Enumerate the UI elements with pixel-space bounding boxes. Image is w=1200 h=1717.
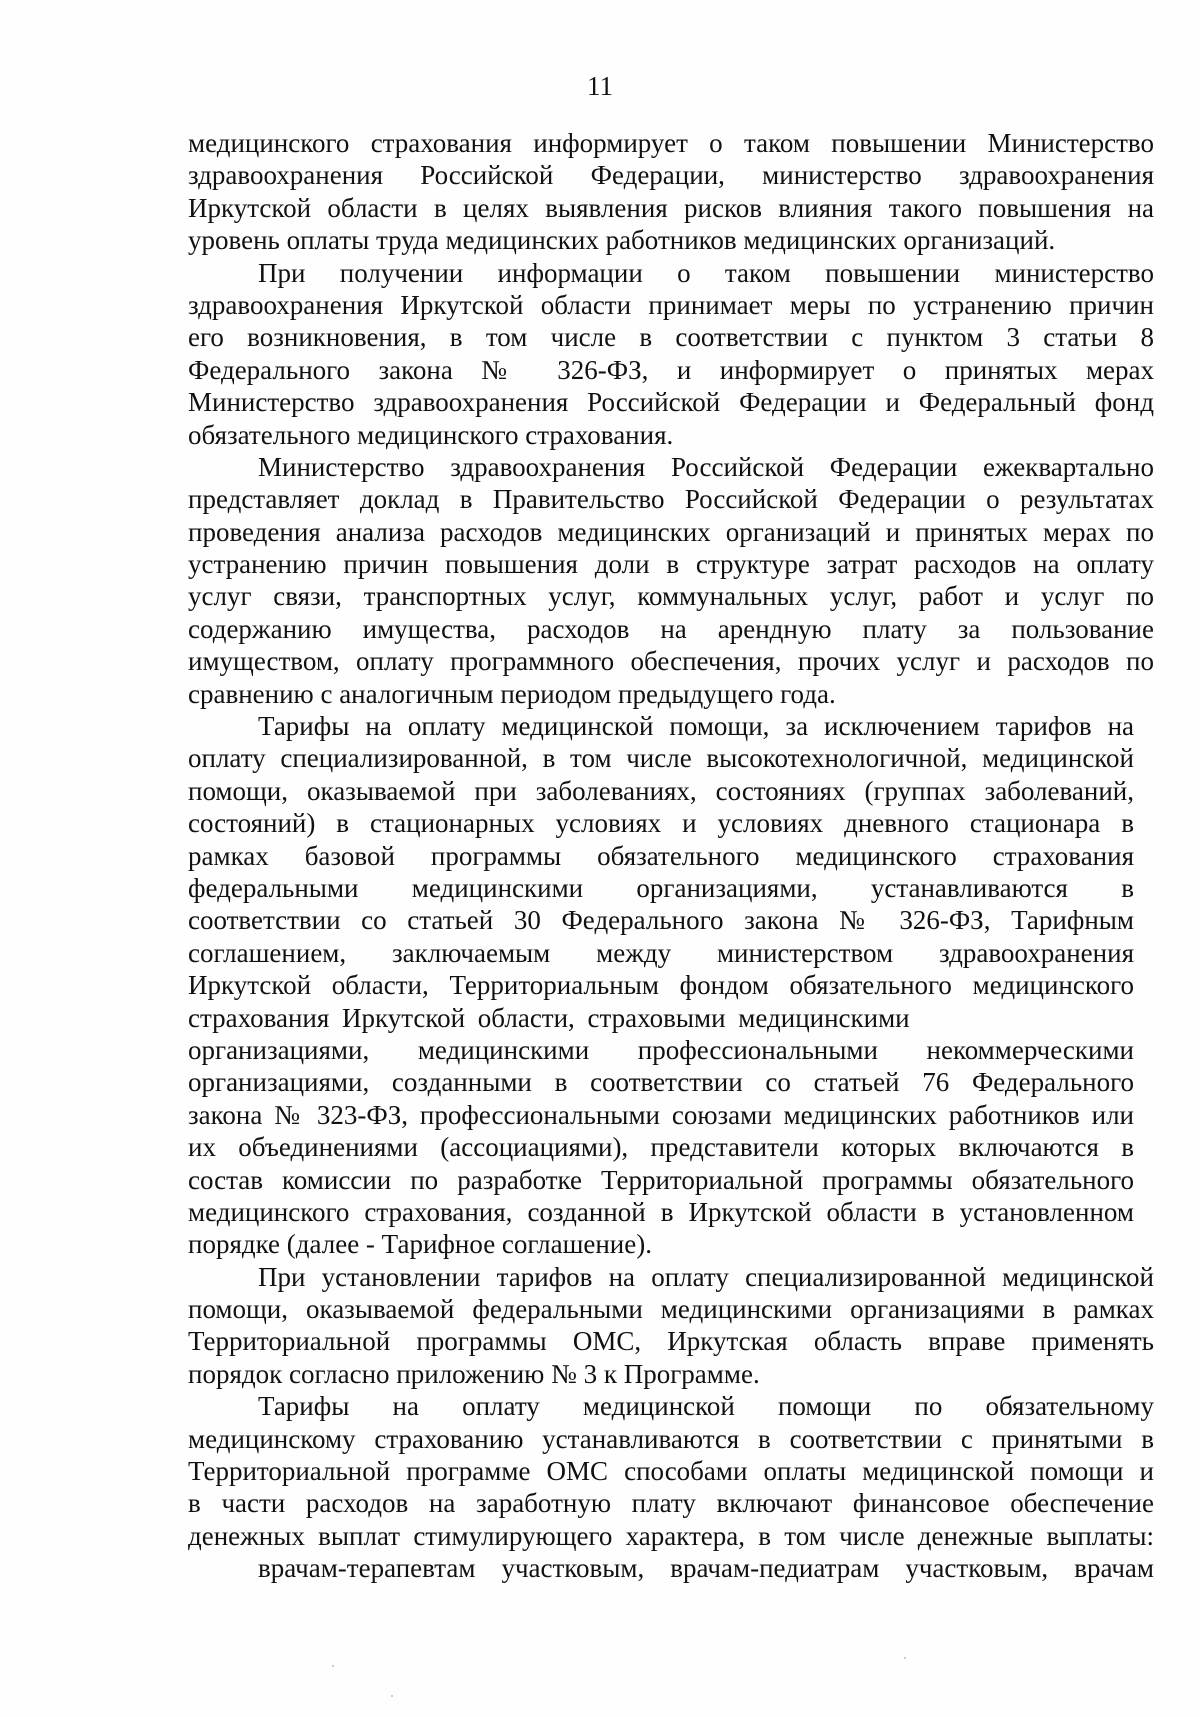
page-number: 11: [587, 71, 613, 101]
text-line: При получении информации о таком повышении министерство: [258, 257, 1154, 288]
text-line: Тарифы на оплату медицинской помощи, за исключением тарифов на: [258, 711, 1134, 742]
text-line: уровень оплаты труда медицинских работников медицинских организаций.: [188, 225, 1056, 256]
text-line: здравоохранения Российской Федерации, министерство здравоохранения: [188, 160, 1154, 191]
text-line: врачам-терапевтам участковым, врачам-педиатрам участковым, врачам: [258, 1553, 1154, 1584]
text-line: Территориальной программе ОМС способами оплаты медицинской помощи и: [188, 1456, 1154, 1487]
text-line: При установлении тарифов на оплату специализированной медицинской: [258, 1261, 1154, 1292]
text-line: помощи, оказываемой федеральными медицинскими организациями в рамках: [188, 1294, 1154, 1325]
text-line: содержанию имущества, расходов на арендную плату за пользование: [188, 613, 1154, 644]
text-line: состояний) в стационарных условиях и условиях дневного стационара в: [188, 808, 1134, 839]
text-line: порядке (далее - Тарифное соглашение).: [188, 1229, 652, 1260]
text-line: организациями, созданными в соответствии со статьей 76 Федерального: [188, 1067, 1134, 1098]
text-line: закона № 323-ФЗ, профессиональными союзами медицинских работников или: [188, 1099, 1134, 1130]
scan-speck: [391, 1695, 393, 1697]
text-line: здравоохранения Иркутской области принимает меры по устранению причин: [188, 289, 1154, 320]
text-line: их объединениями (ассоциациями), представители которых включаются в: [188, 1132, 1134, 1163]
text-line: организациями, медицинскими профессиональными некоммерческими: [188, 1034, 1134, 1065]
text-line: обязательного медицинского страхования.: [188, 419, 674, 450]
document-body: [188, 127, 1154, 1585]
text-line: Иркутской области, Территориальным фондом обязательного медицинского: [188, 970, 1134, 1001]
text-line: Иркутской области в целях выявления рисков влияния такого повышения на: [188, 192, 1154, 223]
text-line: медицинского страхования, созданной в Иркутской области в установленном: [188, 1196, 1134, 1227]
text-line: услуг связи, транспортных услуг, коммунальных услуг, работ и услуг по: [188, 581, 1154, 612]
text-line: его возникновения, в том числе в соответствии с пунктом 3 статьи 8: [188, 322, 1154, 353]
text-line: соответствии со статьей 30 Федерального закона № 326-ФЗ, Тарифным: [188, 905, 1134, 936]
text-line: Федерального закона № 326-ФЗ, и информирует о принятых мерах: [188, 354, 1154, 385]
text-line: устранению причин повышения доли в структуре затрат расходов на оплату: [188, 549, 1154, 580]
text-line: в части расходов на заработную плату включают финансовое обеспечение: [188, 1488, 1154, 1519]
text-line: представляет доклад в Правительство Российской Федерации о результатах: [188, 484, 1154, 515]
text-line: оплату специализированной, в том числе высокотехнологичной, медицинской: [188, 743, 1134, 774]
text-line: соглашением, заключаемым между министерством здравоохранения: [188, 937, 1134, 968]
scan-speck: [332, 1665, 334, 1667]
text-line: федеральными медицинскими организациями, устанавливаются в: [188, 872, 1134, 903]
text-line: Министерство здравоохранения Российской Федерации ежеквартально: [258, 451, 1154, 482]
text-line: медицинскому страхованию устанавливаются в соответствии с принятыми в: [188, 1423, 1154, 1454]
text-line: рамках базовой программы обязательного медицинского страхования: [188, 840, 1134, 871]
text-line: сравнению с аналогичным периодом предыдущего года.: [188, 678, 836, 709]
text-line: денежных выплат стимулирующего характера, в том числе денежные выплаты:: [188, 1520, 1154, 1551]
text-line: порядок согласно приложению № 3 к Программе.: [188, 1358, 760, 1389]
text-line: медицинского страхования информирует о таком повышении Министерство: [188, 128, 1154, 158]
text-line: Территориальной программы ОМС, Иркутская область вправе применять: [188, 1326, 1154, 1357]
text-line: Тарифы на оплату медицинской помощи по обязательному: [258, 1391, 1154, 1422]
text-line: состав комиссии по разработке Территориальной программы обязательного: [188, 1164, 1134, 1195]
text-line: имуществом, оплату программного обеспечения, прочих услуг и расходов по: [188, 646, 1154, 677]
scan-speck: [904, 1657, 906, 1659]
text-line: проведения анализа расходов медицинских организаций и принятых мерах по: [188, 516, 1154, 547]
text-line: страхования Иркутской области, страховыми медицинскими: [188, 1002, 910, 1033]
text-line: помощи, оказываемой при заболеваниях, состояниях (группах заболеваний,: [188, 775, 1134, 806]
text-line: Министерство здравоохранения Российской Федерации и Федеральный фонд: [188, 387, 1154, 418]
